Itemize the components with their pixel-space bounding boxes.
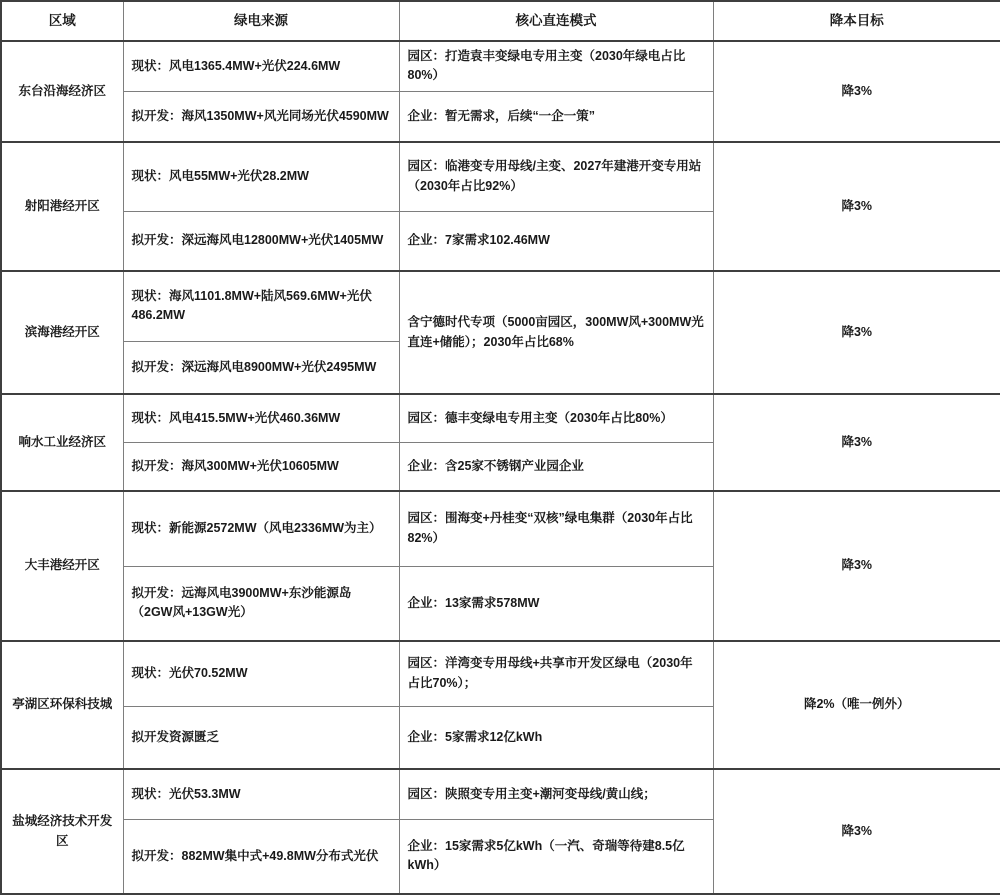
target-cell: 降3% (713, 394, 1000, 491)
mode-enterprise-cell: 企业：暂无需求，后续“一企一策” (399, 91, 713, 142)
mode-park-cell: 园区：德丰变绿电专用主变（2030年占比80%） (399, 394, 713, 442)
source-planned-cell: 拟开发：海风1350MW+风光同场光伏4590MW (123, 91, 399, 142)
mode-enterprise-cell: 企业：13家需求578MW (399, 566, 713, 641)
target-cell: 降3% (713, 271, 1000, 394)
mode-enterprise-cell: 企业：7家需求102.46MW (399, 211, 713, 271)
mode-park-cell: 园区：打造袁丰变绿电专用主变（2030年绿电占比80%） (399, 41, 713, 91)
table-row (1, 41, 1000, 91)
source-current-cell: 现状：光伏70.52MW (123, 641, 399, 706)
mode-park-cell: 园区：洋湾变专用母线+共享市开发区绿电（2030年占比70%）； (399, 641, 713, 706)
table-row (1, 769, 1000, 819)
mode-enterprise-cell: 企业：15家需求5亿kWh（一汽、奇瑞等待建8.5亿kWh） (399, 819, 713, 894)
region-cell: 亭湖区环保科技城 (1, 641, 123, 769)
mode-enterprise-cell: 企业：含25家不锈钢产业园企业 (399, 442, 713, 491)
target-cell: 降3% (713, 491, 1000, 641)
mode-enterprise-cell: 企业：5家需求12亿kWh (399, 706, 713, 769)
source-current-cell: 现状：光伏53.3MW (123, 769, 399, 819)
column-header-target: 降本目标 (713, 1, 1000, 41)
table-row (1, 491, 1000, 566)
region-cell: 响水工业经济区 (1, 394, 123, 491)
source-planned-cell: 拟开发：深远海风电8900MW+光伏2495MW (123, 341, 399, 394)
source-planned-cell: 拟开发：深远海风电12800MW+光伏1405MW (123, 211, 399, 271)
column-header-region: 区域 (1, 1, 123, 41)
mode-park-cell: 园区：临港变专用母线/主变、2027年建港开变专用站（2030年占比92%） (399, 142, 713, 211)
region-cell: 滨海港经开区 (1, 271, 123, 394)
region-cell: 大丰港经开区 (1, 491, 123, 641)
source-current-cell: 现状：风电55MW+光伏28.2MW (123, 142, 399, 211)
region-cell: 射阳港经开区 (1, 142, 123, 271)
target-cell: 降3% (713, 769, 1000, 894)
source-current-cell: 现状：新能源2572MW（风电2336MW为主） (123, 491, 399, 566)
source-planned-cell: 拟开发：882MW集中式+49.8MW分布式光伏 (123, 819, 399, 894)
table-row (1, 641, 1000, 706)
source-current-cell: 现状：风电1365.4MW+光伏224.6MW (123, 41, 399, 91)
table-row (1, 394, 1000, 442)
mode-park-cell: 园区：陕照变专用主变+潮河变母线/黄山线； (399, 769, 713, 819)
column-header-source: 绿电来源 (123, 1, 399, 41)
header-row (1, 1, 1000, 41)
mode-merged-cell: 含宁德时代专项（5000亩园区，300MW风+300MW光直连+储能）；2030年占比68% (399, 271, 713, 394)
source-planned-cell: 拟开发资源匮乏 (123, 706, 399, 769)
target-cell: 降3% (713, 41, 1000, 142)
table-row (1, 271, 1000, 341)
table-row (1, 142, 1000, 211)
mode-park-cell: 园区：围海变+丹桂变“双核”绿电集群（2030年占比82%） (399, 491, 713, 566)
source-current-cell: 现状：风电415.5MW+光伏460.36MW (123, 394, 399, 442)
source-current-cell: 现状：海风1101.8MW+陆风569.6MW+光伏486.2MW (123, 271, 399, 341)
region-cell: 盐城经济技术开发区 (1, 769, 123, 894)
source-planned-cell: 拟开发：海风300MW+光伏10605MW (123, 442, 399, 491)
region-cell: 东台沿海经济区 (1, 41, 123, 142)
target-cell: 降2%（唯一例外） (713, 641, 1000, 769)
target-cell: 降3% (713, 142, 1000, 271)
column-header-mode: 核心直连模式 (399, 1, 713, 41)
source-planned-cell: 拟开发：远海风电3900MW+东沙能源岛（2GW风+13GW光） (123, 566, 399, 641)
